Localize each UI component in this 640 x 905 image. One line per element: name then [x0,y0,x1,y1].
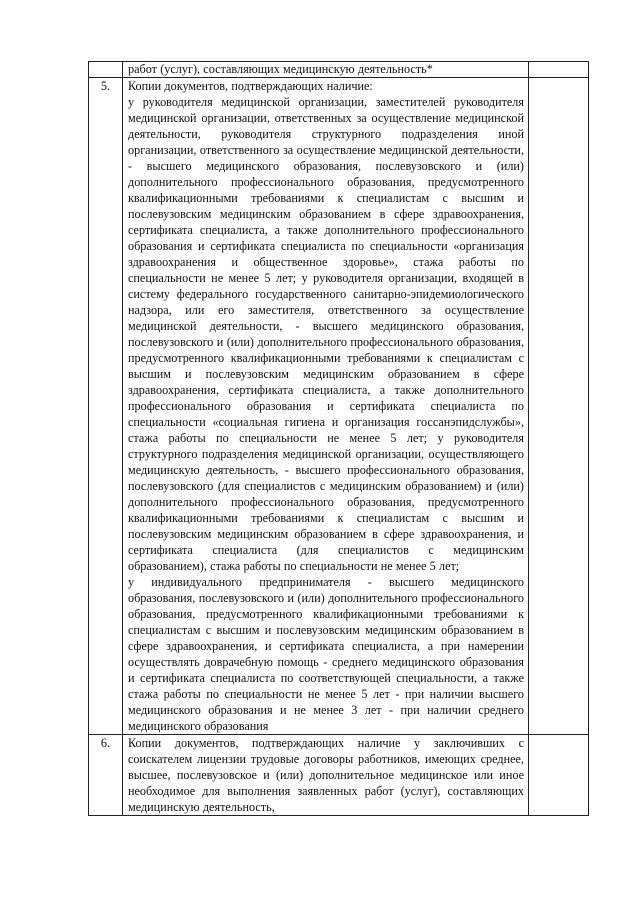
table-row [89,735,589,816]
row-text [123,62,529,78]
table-row [89,62,589,78]
row-paragraph: у руководителя медицинской организации, заместителей руководителя медицинской организации, ответственных за осуществление медицинской деятельности, руководителя структурного подразделения иной организации, ответственного за осуществление медицинской деятельности, - высшего медицинского образования, послевузовского и (или) дополнительного профессионального образования, предусмотренного квалификационными требованиями к специалистам с высшим и послевузовским медицинским образованием в сфере здравоохранения, сертификата специалиста, а также дополнительного профессионального образования и сертификата специалиста по специальности «организация здравоохранения и общественное здоровье», стажа работы по специальности не менее 5 лет; у руководителя организации, входящей в систему федерального государственного санитарно-эпидемиологического надзора, или его заместителя, ответственного за осуществление медицинской деятельности, - высшего медицинского образования, послевузовского и (или) дополнительного профессионального образования, предусмотренного квалификационными требованиями к специалистам с высшим и послевузовским медицинским образованием в сфере здравоохранения, сертификата специалиста, а также дополнительного профессионального образования и сертификата специалиста по специальности «социальная гигиена и организация госсанэпидслужбы», стажа работы по специальности не менее 5 лет; у руководителя структурного подразделения медицинской организации, осуществляющего медицинскую деятельность, - высшего профессионального образования, послевузовского (для специалистов с медицинским образованием) и (или) дополнительного профессионального образования, предусмотренного квалификационными требованиями к специалистам с высшим и послевузовским медицинским образованием в сфере здравоохранения, и сертификата специалиста (для специалистов с медицинским образованием), стажа работы по специальности не менее 5 лет; [128,95,524,573]
requirements-table [88,61,589,816]
table-row [89,78,589,735]
empty-cell [529,62,589,78]
row-paragraph: Копии документов, подтверждающих наличие у заключивших с соискателем лицензии трудовые договоры работников, имеющих среднее, высшее, послевузовское и (или) дополнительное медицинское или иное необходимое для выполнения заявленных работ (услуг), составляющих медицинскую деятельность, [128,736,524,814]
empty-cell [529,78,589,735]
row-number [89,62,123,78]
row-number: 6. [89,735,123,816]
row-paragraph: Копии документов, подтверждающих наличие: [128,79,373,93]
empty-cell [529,735,589,816]
row-text [123,78,529,735]
row-paragraph: работ (услуг), составляющих медицинскую деятельность* [128,62,433,76]
row-text [123,735,529,816]
row-paragraph: у индивидуального предпринимателя - высшего медицинского образования, послевузовского и (или) дополнительного профессионального образования, предусмотренного квалификационными требованиями к специалистам с высшим и послевузовским медицинским образованием в сфере здравоохранения, и сертификата специалиста, а при намерении осуществлять доврачебную помощь - среднего медицинского образования и сертификата специалиста по соответствующей специальности, а также стажа работы по специальности не менее 5 лет - при наличии высшего медицинского образования и не менее 3 лет - при наличии среднего медицинского образования [128,575,524,733]
row-number: 5. [89,78,123,735]
